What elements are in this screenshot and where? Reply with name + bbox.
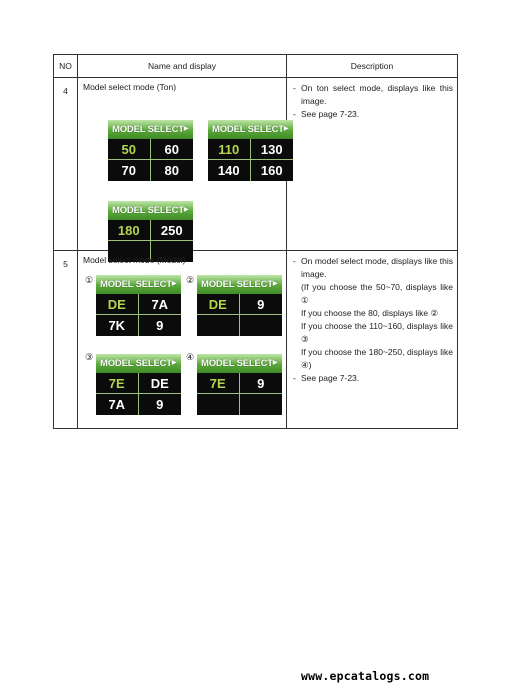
description-line: If you choose the 80, displays like ②: [301, 308, 439, 318]
website-footer: www.epcatalogs.com: [301, 669, 430, 683]
screen-cell: 250: [151, 220, 194, 241]
description-line: If you choose the 110~160, displays like ③: [301, 321, 453, 344]
model-select-screen: [208, 120, 293, 181]
row-number: 4: [54, 78, 78, 251]
screen-header-text: MODEL SELECT: [201, 279, 273, 291]
marker-2: ②: [186, 275, 195, 285]
screen-cell: DE: [197, 294, 240, 315]
screen-header-text: MODEL SELECT: [201, 358, 273, 370]
screen-cell: 140: [208, 160, 251, 181]
screen-cell: 9: [240, 294, 283, 315]
play-arrow-icon: ▶: [272, 360, 278, 366]
screen-cell: 7E: [96, 373, 139, 394]
screen-header: [197, 275, 282, 294]
table-row: [54, 251, 458, 429]
screen-header: [108, 201, 193, 220]
screen-cell: 9: [156, 318, 164, 333]
screen-cell: 160: [260, 163, 283, 178]
play-arrow-icon: ▶: [183, 207, 189, 213]
screen-cell: 80: [164, 163, 179, 178]
screen-cell: 7A: [139, 294, 182, 315]
model-select-screen: [108, 120, 193, 181]
header-name: Name and display: [78, 55, 287, 78]
screen-cell: [197, 394, 240, 415]
screen-cell: DE: [96, 294, 139, 315]
description-list: [293, 255, 453, 385]
description-line: - See page 7-23.: [301, 373, 360, 383]
screen-cell: 7K: [96, 315, 139, 336]
model-select-screen: [197, 354, 282, 415]
description-line: - On model select mode, displays like this image.: [301, 256, 453, 279]
screen-cell: 9: [156, 397, 164, 412]
name-display-cell: [78, 78, 287, 251]
description-item: [293, 372, 453, 385]
screen-cell: [240, 394, 283, 415]
description-cell: [287, 78, 458, 251]
model-select-screen: [96, 275, 181, 336]
marker-1: ①: [85, 275, 94, 285]
screen-cell: [240, 315, 283, 336]
header-description: Description: [287, 55, 458, 78]
play-arrow-icon: ▶: [283, 126, 289, 132]
screen-header: [208, 120, 293, 139]
screen-header: [108, 120, 193, 139]
spec-table: [53, 54, 458, 429]
screen-header: [96, 275, 181, 294]
table-row: [54, 78, 458, 251]
description-list: [293, 82, 453, 121]
screen-cell: [197, 315, 240, 336]
screen-cell: 180: [108, 220, 151, 241]
screen-cell: 7E: [197, 373, 240, 394]
screen-cell: 9: [240, 373, 283, 394]
description-line: (If you choose the 50~70, displays like ①: [301, 282, 453, 305]
screen-cell: 7A: [96, 394, 139, 415]
screen-header: [197, 354, 282, 373]
description-line: - On ton select mode, displays like this image.: [301, 83, 453, 106]
header-no: NO: [54, 55, 78, 78]
play-arrow-icon: ▶: [272, 281, 278, 287]
play-arrow-icon: ▶: [171, 281, 177, 287]
description-cell: [287, 251, 458, 429]
mode-title: Model select mode (Model): [83, 255, 186, 265]
screen-header-text: MODEL SELECT: [112, 124, 184, 136]
description-item: [293, 255, 453, 372]
screen-cell: 110: [208, 139, 251, 160]
marker-3: ③: [85, 352, 94, 362]
screen-cell: 70: [108, 160, 151, 181]
mode-title: Model select mode (Ton): [83, 82, 177, 92]
screen-header: [96, 354, 181, 373]
marker-4: ④: [186, 352, 195, 362]
screen-cell: DE: [139, 373, 182, 394]
description-item: [293, 82, 453, 108]
table-header-row: [54, 55, 458, 78]
model-select-screen: [96, 354, 181, 415]
screen-cell: 60: [151, 139, 194, 160]
screen-header-text: MODEL SELECT: [212, 124, 284, 136]
name-display-cell: [78, 251, 287, 429]
screen-cell: 50: [108, 139, 151, 160]
screen-header-text: MODEL SELECT: [112, 205, 184, 217]
model-select-screen: [197, 275, 282, 336]
screen-header-text: MODEL SELECT: [100, 279, 172, 291]
play-arrow-icon: ▶: [171, 360, 177, 366]
row-number: 5: [54, 251, 78, 429]
screen-cell: 130: [251, 139, 294, 160]
screen-header-text: MODEL SELECT: [100, 358, 172, 370]
description-item: [293, 108, 453, 121]
play-arrow-icon: ▶: [183, 126, 189, 132]
description-line: - See page 7-23.: [301, 109, 360, 119]
description-line: If you choose the 180~250, displays like ④): [301, 347, 453, 370]
